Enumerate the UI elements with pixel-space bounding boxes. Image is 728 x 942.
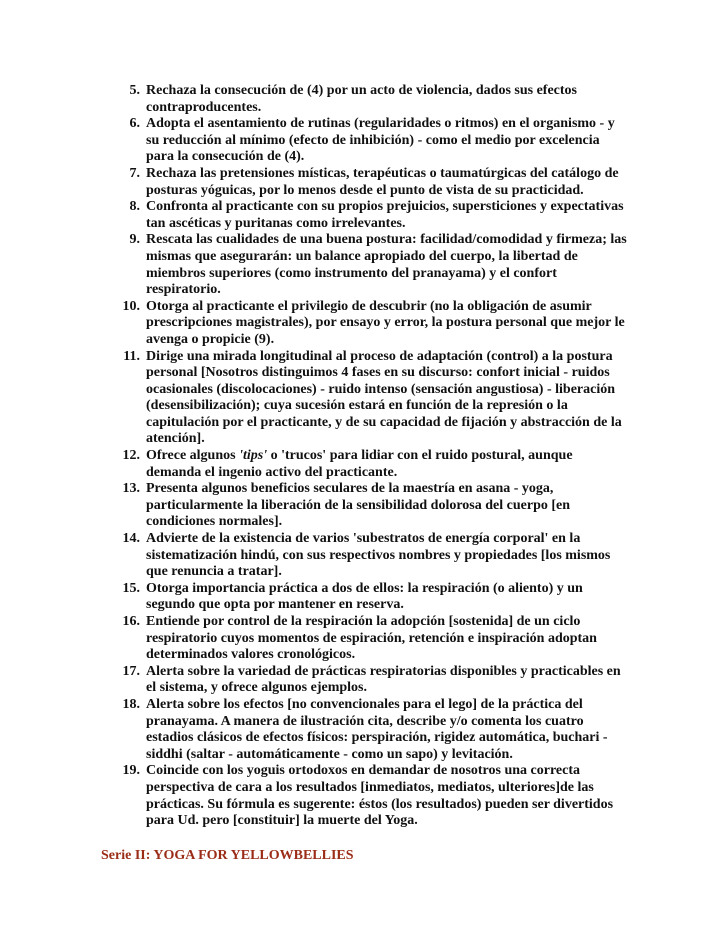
list-item-number: 14. (122, 531, 140, 547)
list-item-text: Rescata las cualidades de una buena postura: facilidad/comodidad y firmeza; las mismas que asegurarán: un balance apropiado del cuerpo, la libertad de miembros superiores (como instrumento del pranayama) y el confort respiratorio. (146, 232, 627, 298)
list-item (101, 166, 631, 199)
list-item-italic-term: 'tips' (239, 448, 268, 464)
list-item-text: Coincide con los yoguis ortodoxos en demandar de nosotros una correcta perspectiva de cara a los resultados [inmediatos, mediatos, ulteriores]de las prácticas. Su fórmula es sugerente: éstos (los resultados) pueden ser divertidos para Ud. pero [constituir] la muerte del Yoga. (146, 763, 614, 829)
list-item-text (146, 448, 631, 481)
list-item (101, 763, 631, 829)
list-item-text: Entiende por control de la respiración la adopción [sostenida] de un ciclo respiratorio cuyos momentos de espiración, retención e inspiración adoptan determinados valores cronológicos. (146, 614, 597, 663)
list-item-number: 5. (129, 83, 140, 98)
list-item-number: 9. (129, 232, 140, 248)
list-item-text: Advierte de la existencia de varios 'subestratos de energía corporal' en la sistematización hindú, con sus respectivos nombres y propiedades [los mismos que renuncia a tratar]. (146, 531, 611, 580)
list-item (101, 299, 631, 349)
list-item-text: Adopta el asentamiento de rutinas (regularidades o ritmos) en el organismo - y su reducción al mínimo (efecto de inhibición) - como el medio por excelencia para la consecución de (4). (146, 116, 615, 165)
list-item (101, 531, 631, 581)
numbered-list (101, 83, 631, 830)
list-item (101, 697, 631, 763)
list-item-number: 15. (122, 580, 140, 596)
list-item-text-end: o 'trucos' para lidiar con el ruido postural, aunque demanda el ingenio activo del practicante. (146, 448, 573, 480)
list-item-number: 10. (122, 298, 140, 314)
list-item-text: Rechaza las pretensiones místicas, terapéuticas o taumatúrgicas del catálogo de posturas yóguicas, por lo menos desde el punto de vista de su practicidad. (146, 165, 619, 198)
list-item-text: Rechaza la consecución de (4) por un acto de violencia, dados sus efectos contraproducentes. (146, 83, 577, 115)
list-item (101, 116, 631, 166)
list-item (101, 199, 631, 232)
list-item-text: Presenta algunos beneficios seculares de la maestría en asana - yoga, particularmente la liberación de la sensibilidad dolorosa del cuerpo [en condiciones normales]. (146, 481, 571, 530)
list-item-number: 11. (123, 348, 140, 364)
list-item (101, 481, 631, 531)
list-item-number: 16. (122, 614, 140, 629)
list-item (101, 614, 631, 664)
list-item (101, 83, 631, 116)
list-item-text: Confronta al practicante con su propios prejuicios, supersticiones y expectativas tan ascéticas y puritanas como irrelevantes. (146, 199, 624, 231)
list-item (101, 232, 631, 298)
section-title: Serie II: YOGA FOR YELLOWBELLIES (101, 848, 354, 863)
list-item-number: 17. (122, 663, 140, 679)
list-item-text: Otorga importancia práctica a dos de ellos: la respiración (o aliento) y un segundo que opta por mantener en reserva. (146, 580, 583, 613)
list-item (101, 448, 631, 481)
list-item-text: Otorga al practicante el privilegio de descubrir (no la obligación de asumir prescripciones magistrales), por ensayo y error, la postura personal que mejor le avenga o propicie (9). (146, 298, 625, 347)
list-item (101, 664, 631, 697)
list-item-text: Alerta sobre la variedad de prácticas respiratorias disponibles y practicables en el sistema, y ofrece algunos ejemplos. (146, 663, 621, 696)
list-item-text-start: Ofrece algunos (146, 448, 240, 464)
list-item-number: 6. (129, 116, 140, 132)
list-item-number: 19. (122, 763, 140, 779)
list-item-number: 13. (122, 481, 140, 497)
list-item (101, 581, 631, 614)
list-item-number: 12. (122, 448, 140, 464)
list-item-text: Alerta sobre los efectos [no convencionales para el lego] de la práctica del pranayama. A manera de ilustración cita, describe y/o comenta los cuatro estadios clásicos de efectos físicos: perspiración, rigidez automática, buchari - siddhi (saltar - automáticamente - como un sapo) y levitación. (146, 696, 608, 762)
list-item-number: 8. (129, 199, 140, 215)
list-item-text: Dirige una mirada longitudinal al proceso de adaptación (control) a la postura personal [Nosotros distinguimos 4 fases en su discurso: confort inicial - ruidos ocasionales (discolocaciones) - ruido intenso (sensación angustiosa) - liberación (desensibilización); cuya sucesión estará en función de la represión o la capitulación por el practicante, y de su capacidad de fijación y abstracción de la atención]. (146, 348, 622, 447)
list-item-number: 18. (122, 696, 140, 712)
list-item-number: 7. (129, 165, 140, 181)
list-item (101, 349, 631, 449)
